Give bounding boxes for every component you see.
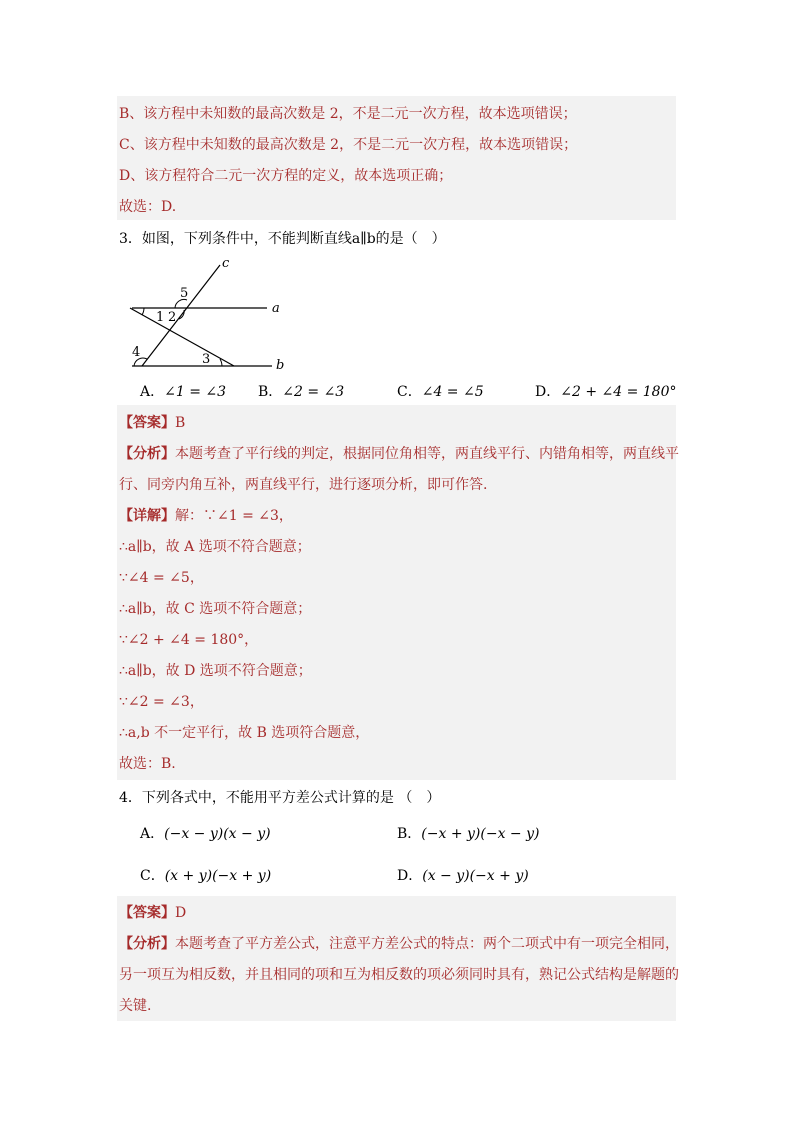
detail-text: 解：∵∠1 = ∠3，: [175, 508, 293, 524]
q4-solution-block: [117, 896, 676, 1021]
q3-detail-line-8: ∴a,b 不一定平行，故 B 选项符合题意，: [119, 725, 370, 741]
angle-5-label: 5: [180, 286, 189, 301]
q3-detail-line-5: ∵∠2 + ∠4 = 180°，: [119, 632, 259, 648]
answer-value: B: [175, 415, 186, 431]
option-text: (−x + y)(−x − y): [421, 826, 540, 842]
label-c: c: [222, 256, 230, 271]
solution-line-b: B、该方程中未知数的最高次数是 2，不是二元一次方程，故本选项错误；: [119, 106, 577, 122]
line-c: [142, 265, 220, 366]
q3-option-b: [258, 382, 344, 402]
q3-answer: [119, 413, 185, 433]
analysis-text: 本题考查了平方差公式，注意平方差公式的特点：两个二项式中有一项完全相同，: [175, 936, 679, 952]
answer-value: D: [175, 905, 187, 921]
angle-1-arc: [142, 308, 144, 315]
angle-4-label: 4: [132, 345, 141, 360]
option-letter: A．: [140, 826, 165, 842]
angle-2-label: 2: [168, 310, 177, 325]
option-text: (x − y)(−x + y): [422, 868, 529, 884]
q3-detail-line-1: [119, 506, 293, 526]
question-4-stem: 4．下列各式中，不能用平方差公式计算的是 （ ）: [119, 790, 441, 806]
parallel-lines-figure: [122, 255, 297, 373]
q3-detail-line-9: 故选：B.: [119, 756, 176, 772]
q4-option-b: [397, 824, 539, 844]
q3-detail-line-7: ∵∠2 = ∠3，: [119, 694, 204, 710]
q3-option-a: [140, 382, 226, 402]
q3-analysis-line-1: [119, 444, 679, 464]
option-letter: B．: [397, 826, 422, 842]
q4-analysis-line-3: 关键.: [119, 998, 152, 1014]
q4-option-c: [140, 866, 271, 886]
option-letter: C．: [140, 868, 165, 884]
q3-detail-line-2: ∴a∥b，故 A 选项不符合题意；: [119, 539, 311, 555]
option-text: ∠4 = ∠5: [421, 384, 484, 400]
q3-detail-line-4: ∴a∥b，故 C 选项不符合题意；: [119, 601, 312, 617]
q3-detail-line-6: ∴a∥b，故 D 选项不符合题意；: [119, 663, 312, 679]
option-letter: C．: [397, 384, 422, 400]
q4-analysis-line-1: [119, 934, 679, 954]
label-a: a: [272, 301, 280, 316]
analysis-text: 本题考查了平行线的判定，根据同位角相等，两直线平行、内错角相等，两直线平: [175, 446, 679, 462]
label-b: b: [276, 358, 285, 373]
angle-3-label: 3: [202, 352, 211, 367]
answer-tag: 【答案】: [119, 415, 175, 431]
question-3-stem: 3．如图，下列条件中，不能判断直线a∥b的是（ ）: [119, 231, 446, 247]
detail-tag: 【详解】: [119, 508, 175, 524]
analysis-tag: 【分析】: [119, 936, 175, 952]
option-text: (x + y)(−x + y): [164, 868, 272, 884]
solution-line-c: C、该方程中未知数的最高次数是 2，不是二元一次方程，故本选项错误；: [119, 137, 578, 153]
q4-option-a: [140, 824, 271, 844]
option-letter: B．: [258, 384, 283, 400]
option-text: ∠2 = ∠3: [282, 384, 345, 400]
angle-3-arc: [220, 359, 222, 366]
option-text: ∠1 = ∠3: [164, 384, 227, 400]
q3-analysis-line-2: 行、同旁内角互补，两直线平行，进行逐项分析，即可作答.: [119, 477, 488, 493]
option-text: (−x − y)(x − y): [164, 826, 271, 842]
angle-1-label: 1: [156, 310, 165, 325]
option-text: ∠2 + ∠4 = 180°: [560, 384, 677, 400]
solution-conclusion: 故选：D.: [119, 199, 177, 215]
analysis-tag: 【分析】: [119, 446, 175, 462]
q4-analysis-line-2: 另一项互为相反数，并且相同的项和互为相反数的项必须同时具有，熟记公式结构是解题的: [119, 967, 679, 983]
option-letter: D．: [535, 384, 561, 400]
solution-line-d: D、该方程符合二元一次方程的定义，故本选项正确；: [119, 168, 453, 184]
q4-answer: [119, 903, 186, 923]
q3-option-d: [535, 382, 677, 402]
q3-option-c: [397, 382, 484, 402]
option-letter: D．: [397, 868, 423, 884]
q4-option-d: [397, 866, 529, 886]
option-letter: A．: [140, 384, 165, 400]
answer-tag: 【答案】: [119, 905, 175, 921]
q3-detail-line-3: ∵∠4 = ∠5，: [119, 570, 204, 586]
